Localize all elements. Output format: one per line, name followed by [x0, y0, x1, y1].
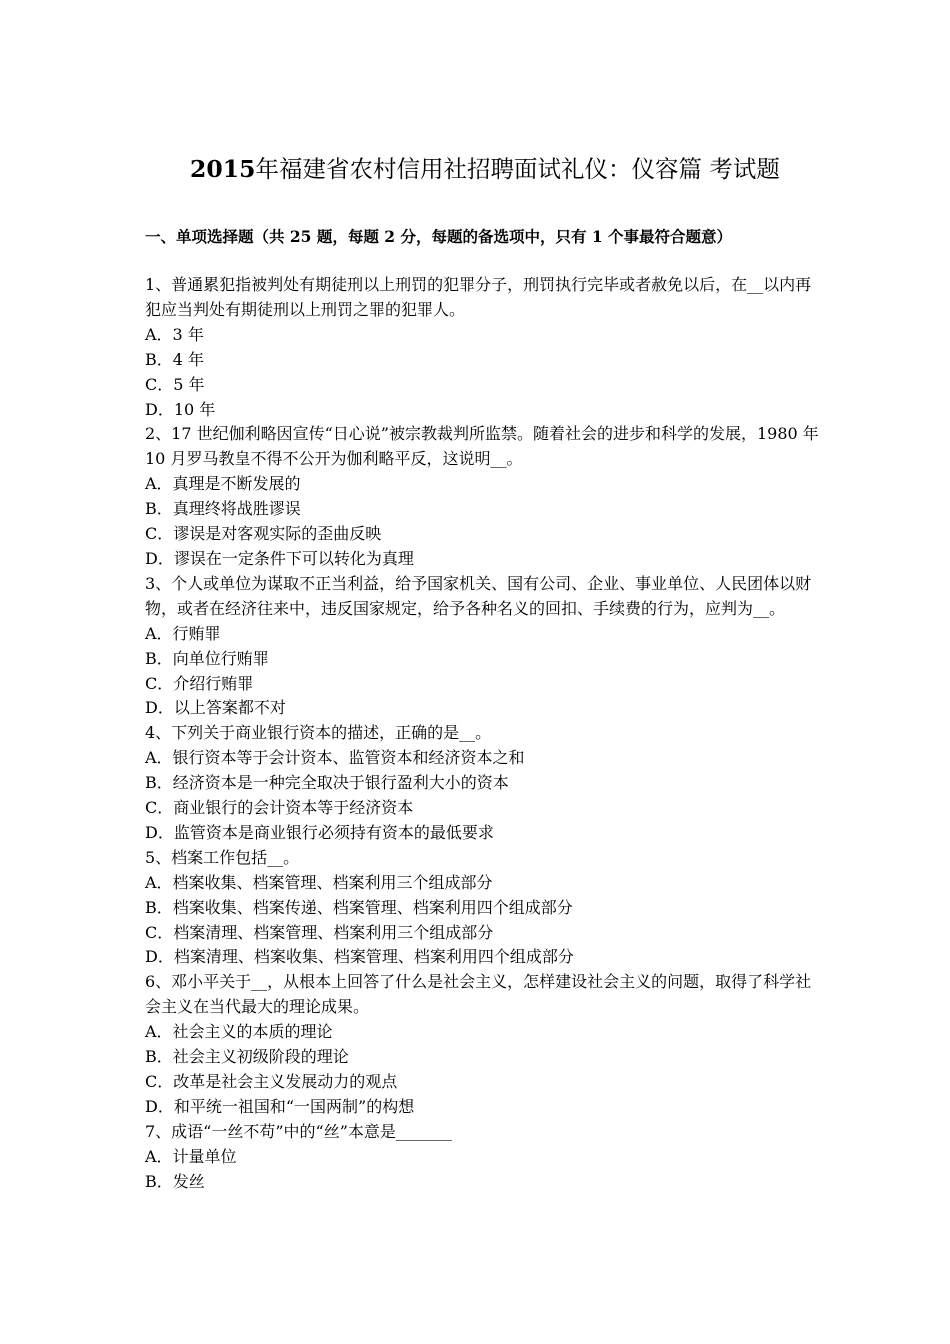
- answer-option: B．社会主义初级阶段的理论: [145, 1047, 349, 1067]
- question-stem: 7、成语“一丝不苟”中的“丝”本意是_______: [145, 1121, 452, 1141]
- answer-option: B．档案收集、档案传递、档案管理、档案利用四个组成部分: [145, 897, 573, 917]
- section-heading: 一、单项选择题（共 25 题，每题 2 分，每题的备选项中，只有 1 个事最符合题意）: [145, 227, 733, 246]
- question-stem: 1、普通累犯指被判处有期徒刑以上刑罚的犯罪分子，刑罚执行完毕或者赦免以后，在__以内再犯应当判处有期徒刑以上刑罚之罪的犯罪人。: [145, 275, 812, 319]
- question-7: [145, 1120, 825, 1195]
- question-stem: 6、邓小平关于__，从根本上回答了什么是社会主义，怎样建设社会主义的问题，取得了科学社会主义在当代最大的理论成果。: [145, 972, 812, 1017]
- question-stem: 2、17 世纪伽利略因宣传“日心说”被宗教裁判所监禁。随着社会的进步和科学的发展，1980 年 10 月罗马教皇不得不公开为伽利略平反，这说明__。: [145, 424, 819, 469]
- title-text: 年福建省农村信用社招聘面试礼仪：仪容篇 考试题: [255, 155, 780, 183]
- option-list: [145, 622, 825, 722]
- answer-option: D．谬误在一定条件下可以转化为真理: [145, 548, 414, 568]
- question-1: [145, 273, 825, 422]
- answer-option: C．介绍行贿罪: [145, 673, 254, 693]
- answer-option: A．3 年: [145, 324, 204, 344]
- answer-option: D．和平统一祖国和“一国两制”的构想: [145, 1096, 415, 1116]
- option-list: [145, 472, 825, 572]
- answer-option: D．10 年: [145, 399, 216, 419]
- option-list: [145, 746, 825, 846]
- answer-option: C．谬误是对客观实际的歪曲反映: [145, 524, 382, 544]
- option-list: [145, 323, 825, 423]
- answer-option: B．向单位行贿罪: [145, 648, 269, 668]
- answer-option: A．银行资本等于会计资本、监管资本和经济资本之和: [145, 748, 525, 768]
- answer-option: B．经济资本是一种完全取决于银行盈利大小的资本: [145, 773, 509, 793]
- answer-option: D．监管资本是商业银行必须持有资本的最低要求: [145, 822, 494, 842]
- question-2: [145, 422, 825, 571]
- answer-option: C．改革是社会主义发展动力的观点: [145, 1072, 398, 1091]
- answer-option: B．发丝: [145, 1171, 205, 1191]
- question-stem: 3、个人或单位为谋取不正当利益，给予国家机关、国有公司、企业、事业单位、人民团体以财物，或者在经济往来中，违反国家规定，给予各种名义的回扣、手续费的行为，应判为__。: [145, 573, 812, 618]
- question-stem: 4、下列关于商业银行资本的描述，正确的是__。: [145, 723, 492, 743]
- answer-option: A．社会主义的本质的理论: [145, 1022, 333, 1042]
- answer-option: B．4 年: [145, 349, 205, 369]
- answer-option: C．档案清理、档案管理、档案利用三个组成部分: [145, 922, 494, 942]
- question-6: [145, 970, 825, 1119]
- question-stem: 5、档案工作包括__。: [145, 847, 300, 867]
- page-title: [145, 152, 825, 186]
- answer-option: A．真理是不断发展的: [145, 474, 301, 494]
- question-4: [145, 721, 825, 846]
- title-year: 2015: [190, 155, 256, 183]
- answer-option: C．商业银行的会计资本等于经济资本: [145, 798, 414, 818]
- answer-option: C．5 年: [145, 374, 205, 394]
- answer-option: A．行贿罪: [145, 623, 221, 643]
- answer-option: D．档案清理、档案收集、档案管理、档案利用四个组成部分: [145, 947, 574, 967]
- option-list: [145, 871, 825, 971]
- answer-option: B．真理终将战胜谬误: [145, 499, 301, 519]
- option-list: [145, 1145, 825, 1195]
- question-3: [145, 572, 825, 721]
- answer-option: A．档案收集、档案管理、档案利用三个组成部分: [145, 872, 493, 892]
- question-5: [145, 846, 825, 971]
- answer-option: D．以上答案都不对: [145, 698, 286, 718]
- question-list: [145, 273, 825, 1195]
- answer-option: A．计量单位: [145, 1146, 237, 1166]
- option-list: [145, 1020, 825, 1120]
